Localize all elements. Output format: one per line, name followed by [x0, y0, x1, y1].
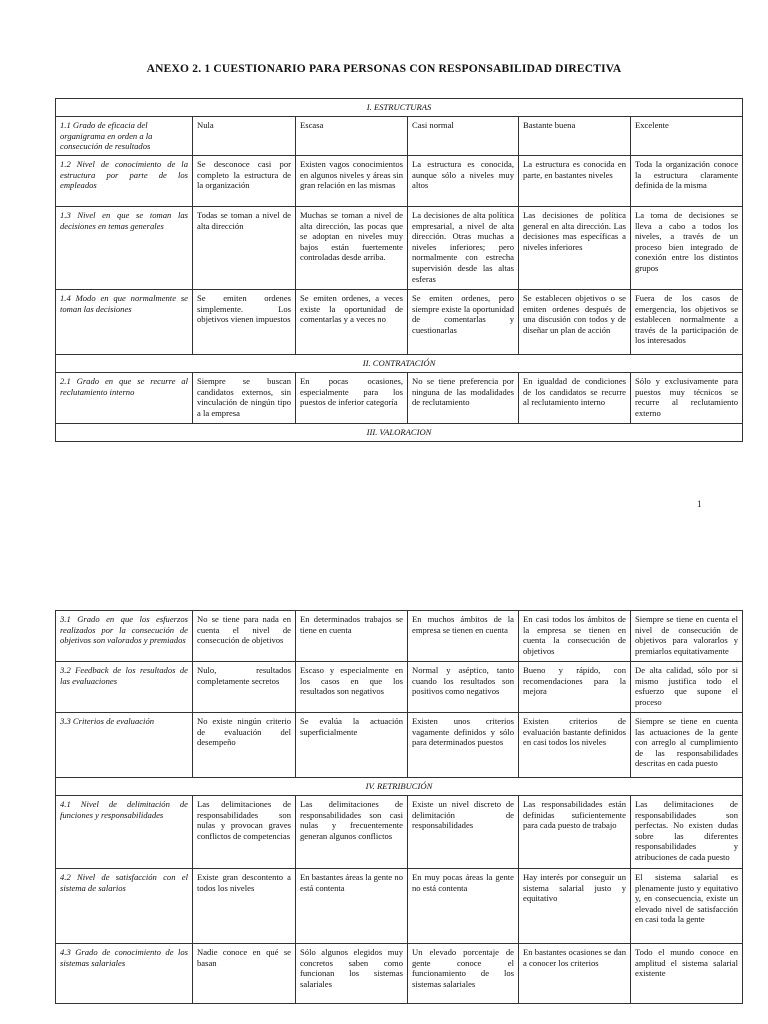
answer-cell: De alta calidad, sólo por si mismo justifica todo el esfuerzo que supone el proceso — [631, 662, 743, 713]
answer-cell: Siempre se tiene en cuenta las actuaciones de la gente con arreglo al cumplimiento de las responsabilidades descritas en cada puesto — [631, 713, 743, 778]
answer-cell: En muchos ámbitos de la empresa se tienen en cuenta — [408, 611, 519, 662]
table-row — [56, 290, 743, 355]
answer-cell: Excelente — [631, 117, 743, 156]
table-row — [56, 611, 743, 662]
answer-cell: En bastantes áreas la gente no está contenta — [296, 869, 408, 944]
answer-cell: La decisiones de alta política empresarial, a nivel de alta dirección. Otras muchas a niveles inferiores; pero normalmente con estrecha supervisión desde las altas esferas — [408, 207, 519, 290]
questionnaire-table-page-2 — [55, 610, 743, 1004]
table-row — [56, 373, 743, 424]
section-retribucion: IV. RETRIBUCIÓN — [56, 778, 743, 796]
section-header-row — [56, 99, 743, 117]
answer-cell: Las delimitaciones de responsabilidades son perfectas. No existen dudas sobre las diferentes responsabilidades y atribuciones de cada puesto — [631, 796, 743, 869]
criterion-cell: 3.2 Feedback de los resultados de las evaluaciones — [56, 662, 193, 713]
table-row — [56, 944, 743, 1004]
section-valoracion: III. VALORACION — [56, 424, 743, 442]
answer-cell: En muy pocas áreas la gente no está contenta — [408, 869, 519, 944]
table-row — [56, 662, 743, 713]
answer-cell: Se emiten ordenes, pero siempre existe la oportunidad de comentarlas y cuestionarlas — [408, 290, 519, 355]
answer-cell: Las delimitaciones de responsabilidades son casi nulas y frecuentemente generan algunos conflictos — [296, 796, 408, 869]
criterion-cell: 4.2 Nivel de satisfacción con el sistema de salarios — [56, 869, 193, 944]
answer-cell: La estructura es conocida en parte, en bastantes niveles — [519, 156, 631, 207]
section-header-row — [56, 424, 743, 442]
answer-cell: Existe gran descontento a todos los niveles — [193, 869, 296, 944]
answer-cell: Se establecen objetivos o se emiten ordenes después de una discusión con todos y de diseñar un plan de acción — [519, 290, 631, 355]
criterion-cell: 1.1 Grado de eficacia del organigrama en orden a la consecución de resultados — [56, 117, 193, 156]
answer-cell: En bastantes ocasiones se dan a conocer los criterios — [519, 944, 631, 1004]
section-header-row — [56, 355, 743, 373]
table-row — [56, 156, 743, 207]
criterion-cell: 1.2 Nivel de conocimiento de la estructura por parte de los empleados — [56, 156, 193, 207]
answer-cell: El sistema salarial es plenamente justo y equitativo y, en consecuencia, existe un elevado nivel de satisfacción en casi toda la gente — [631, 869, 743, 944]
answer-cell: Nula — [193, 117, 296, 156]
answer-cell: En pocas ocasiones, especialmente para los puestos de inferior categoría — [296, 373, 408, 424]
answer-cell: Siempre se buscan candidatos externos, sin vinculación de ningún tipo a la empresa — [193, 373, 296, 424]
answer-cell: No existe ningún criterio de evaluación del desempeño — [193, 713, 296, 778]
table-row — [56, 869, 743, 944]
answer-cell: Casi normal — [408, 117, 519, 156]
section-contratacion: II. CONTRATACIÓN — [56, 355, 743, 373]
answer-cell: Escasa — [296, 117, 408, 156]
criterion-cell: 1.4 Modo en que normalmente se toman las decisiones — [56, 290, 193, 355]
criterion-cell: 3.3 Criterios de evaluación — [56, 713, 193, 778]
answer-cell: En determinados trabajos se tiene en cuenta — [296, 611, 408, 662]
document-title: ANEXO 2. 1 CUESTIONARIO PARA PERSONAS CON RESPONSABILIDAD DIRECTIVA — [146, 63, 622, 75]
answer-cell: Se emiten ordenes, a veces existe la oportunidad de comentarlas y a veces no — [296, 290, 408, 355]
table-row — [56, 117, 743, 156]
criterion-cell: 4.3 Grado de conocimiento de los sistemas salariales — [56, 944, 193, 1004]
answer-cell: Un elevado porcentaje de gente conoce el funcionamiento de los sistemas salariales — [408, 944, 519, 1004]
answer-cell: Todo el mundo conoce en amplitud el sistema salarial existente — [631, 944, 743, 1004]
answer-cell: Bueno y rápido, con recomendaciones para la mejora — [519, 662, 631, 713]
answer-cell: No se tiene preferencia por ninguna de las modalidades de reclutamiento — [408, 373, 519, 424]
page-number: 1 — [697, 499, 702, 509]
criterion-cell: 4.1 Nivel de delimitación de funciones y responsabilidades — [56, 796, 193, 869]
answer-cell: No se tiene para nada en cuenta el nivel de consecución de objetivos — [193, 611, 296, 662]
answer-cell: Las decisiones de política general en alta dirección. Las decisiones mas específicas a niveles inferiores — [519, 207, 631, 290]
answer-cell: Las delimitaciones de responsabilidades son nulas y provocan graves conflictos de competencias — [193, 796, 296, 869]
criterion-cell: 1.3 Nivel en que se toman las decisiones en temas generales — [56, 207, 193, 290]
answer-cell: Existen vagos conocimientos en algunos niveles y áreas sin gran relación en las mismas — [296, 156, 408, 207]
answer-cell: La estructura es conocida, aunque sólo a niveles muy altos — [408, 156, 519, 207]
answer-cell: Sólo algunos elegidos muy concretos saben como funcionan los sistemas salariales — [296, 944, 408, 1004]
criterion-cell: 3.1 Grado en que los esfuerzos realizados por la consecución de objetivos son valorados y premiados — [56, 611, 193, 662]
table-row — [56, 796, 743, 869]
answer-cell: Existen unos criterios vagamente definidos y sólo para determinados puestos — [408, 713, 519, 778]
section-estructuras: I. ESTRUCTURAS — [56, 99, 743, 117]
answer-cell: Nadie conoce en qué se basan — [193, 944, 296, 1004]
criterion-cell: 2.1 Grado en que se recurre al reclutamiento interno — [56, 373, 193, 424]
answer-cell: Se emiten ordenes simplemente. Los objetivos vienen impuestos — [193, 290, 296, 355]
answer-cell: Se evalúa la actuación superficialmente — [296, 713, 408, 778]
answer-cell: Muchas se toman a nivel de alta dirección, las pocas que se adoptan en niveles muy bajos están fuertemente controladas desde arriba. — [296, 207, 408, 290]
answer-cell: Siempre se tiene en cuenta el nivel de consecución de objetivos para valorarlos y premiarlos equitativamente — [631, 611, 743, 662]
answer-cell: Hay interés por conseguir un sistema salarial justo y equitativo — [519, 869, 631, 944]
answer-cell: Bastante buena — [519, 117, 631, 156]
answer-cell: Escaso y especialmente en los casos en que los resultados son negativos — [296, 662, 408, 713]
table-row — [56, 713, 743, 778]
answer-cell: La toma de decisiones se lleva a cabo a todos los niveles, a través de un proceso bien integrado de conexión entre los distintos grupos — [631, 207, 743, 290]
answer-cell: Existe un nivel discreto de delimitación de responsabilidades — [408, 796, 519, 869]
answer-cell: Sólo y exclusivamente para puestos muy técnicos se recurre al reclutamiento externo — [631, 373, 743, 424]
section-header-row — [56, 778, 743, 796]
answer-cell: Normal y aséptico, tanto cuando los resultados son positivos como negativos — [408, 662, 519, 713]
answer-cell: Fuera de los casos de emergencia, los objetivos se establecen normalmente a través de la participación de los interesados — [631, 290, 743, 355]
answer-cell: Se desconoce casi por completo la estructura de la organización — [193, 156, 296, 207]
answer-cell: Las responsabilidades están definidas suficientemente para cada puesto de trabajo — [519, 796, 631, 869]
answer-cell: En casi todos los ámbitos de la empresa se tienen en cuenta la consecución de objetivos — [519, 611, 631, 662]
answer-cell: Todas se toman a nivel de alta dirección — [193, 207, 296, 290]
answer-cell: En igualdad de condiciones de los candidatos se recurre al reclutamiento interno — [519, 373, 631, 424]
questionnaire-table-page-1 — [55, 98, 743, 442]
table-row — [56, 207, 743, 290]
answer-cell: Toda la organización conoce la estructura claramente definida de la misma — [631, 156, 743, 207]
answer-cell: Nulo, resultados completamente secretos — [193, 662, 296, 713]
answer-cell: Existen criterios de evaluación bastante definidos en casi todos los niveles — [519, 713, 631, 778]
